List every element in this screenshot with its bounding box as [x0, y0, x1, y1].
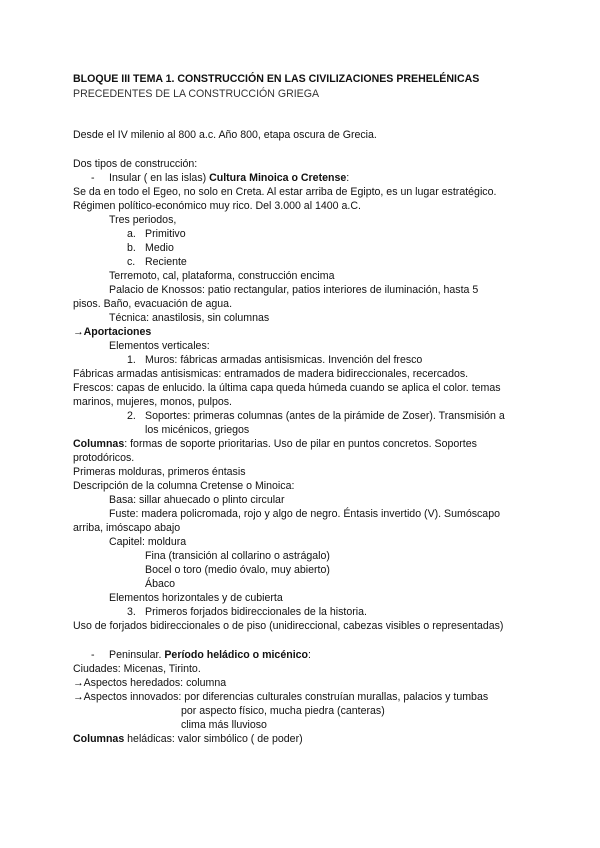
molduras-line: Primeras molduras, primeros éntasis — [73, 466, 246, 478]
peninsular-bullet: - — [91, 649, 95, 661]
insular-line-2: Régimen político-económico muy rico. Del 3.000 al 1400 a.C. — [73, 200, 361, 212]
muros-item: Muros: fábricas armadas antisismicas. Invención del fresco — [145, 354, 423, 366]
insular-suffix: : — [346, 172, 350, 184]
list-marker: 2. — [127, 410, 136, 422]
period-marker: a. — [127, 228, 136, 240]
frescos-line-2: marinos, mujeres, monos, pulpos. — [73, 396, 232, 408]
columnas-line-2: protodóricos. — [73, 452, 135, 464]
intro-text: Desde el IV milenio al 800 a.c. Año 800, etapa oscura de Grecia. — [73, 129, 377, 141]
document-subtitle: PRECEDENTES DE LA CONSTRUCCIÓN GRIEGA — [73, 88, 320, 100]
columnas-label: Columnas — [73, 438, 125, 450]
descripcion-line: Descripción de la columna Cretense o Minoica: — [73, 480, 295, 492]
aportaciones-heading: →Aportaciones — [73, 326, 152, 338]
palace-line-2: pisos. Baño, evacuación de agua. — [73, 298, 233, 310]
basa-line: Basa: sillar ahuecado o plinto circular — [109, 494, 285, 506]
types-intro: Dos tipos de construcción: — [73, 158, 198, 170]
columnas-text: : formas de soporte prioritarias. Uso de pilar en puntos concretos. Soportes — [124, 438, 477, 450]
peninsular-heading: Período heládico o micénico — [164, 649, 308, 661]
innovados-line-1: →Aspectos innovados: por diferencias culturales construían murallas, palacios y tumbas — [73, 691, 489, 703]
technique-line: Técnica: anastilosis, sin columnas — [109, 312, 270, 324]
period-marker: b. — [127, 242, 136, 254]
vertical-elements: Elementos verticales: — [109, 340, 210, 352]
list-marker: 3. — [127, 606, 136, 618]
soportes-item-2: los micénicos, griegos — [145, 424, 250, 436]
earthquake-line: Terremoto, cal, plataforma, construcción encima — [109, 270, 335, 282]
peninsular-heading-line — [109, 648, 311, 662]
capitel-line: Capitel: moldura — [109, 536, 187, 548]
fabricas-line: Fábricas armadas antisismicas: entramados de madera bidireccionales, recercados. — [73, 368, 469, 380]
columnas-heladicas-line — [73, 732, 303, 746]
columnas-heladicas-text: heládicas: valor simbólico ( de poder) — [124, 733, 303, 745]
peninsular-prefix: Peninsular. — [109, 649, 165, 661]
capitel-item: Fina (transición al collarino o astrágalo) — [145, 550, 330, 562]
period-item: Reciente — [145, 256, 187, 268]
period-marker: c. — [127, 256, 136, 268]
insular-bullet: - — [91, 172, 95, 184]
frescos-line-1: Frescos: capas de enlucido. la última capa queda húmeda cuando se aplica el color. temas — [73, 382, 501, 394]
insular-heading-line — [109, 171, 349, 185]
forjados-line: Uso de forjados bidireccionales o de piso (unidireccional, cabezas visibles o representadas) — [73, 620, 504, 632]
heredados-line: →Aspectos heredados: columna — [73, 677, 227, 689]
forjados-item: Primeros forjados bidireccionales de la historia. — [145, 606, 367, 618]
document-title: BLOQUE III TEMA 1. CONSTRUCCIÓN EN LAS CIVILIZACIONES PREHELÉNICAS — [73, 73, 480, 85]
innovados-line-2: por aspecto físico, mucha piedra (canteras) — [181, 705, 385, 717]
insular-line-1: Se da en todo el Egeo, no solo en Creta. Al estar arriba de Egipto, es un lugar estratégico. — [73, 186, 497, 198]
innovados-line-3: clima más lluvioso — [181, 719, 267, 731]
fuste-line-1: Fuste: madera policromada, rojo y algo de negro. Éntasis invertido (V). Sumóscapo — [109, 508, 500, 520]
ciudades-line: Ciudades: Micenas, Tirinto. — [73, 663, 201, 675]
columnas-heladicas-label: Columnas — [73, 733, 125, 745]
horizontal-elements: Elementos horizontales y de cubierta — [109, 592, 283, 604]
insular-prefix: Insular ( en las islas) — [109, 172, 210, 184]
period-item: Primitivo — [145, 228, 186, 240]
list-marker: 1. — [127, 354, 136, 366]
peninsular-suffix: : — [308, 649, 311, 661]
capitel-item: Ábaco — [145, 578, 176, 590]
capitel-item: Bocel o toro (medio óvalo, muy abierto) — [145, 564, 330, 576]
periods-label: Tres periodos, — [109, 214, 177, 226]
palace-line-1: Palacio de Knossos: patio rectangular, patios interiores de iluminación, hasta 5 — [109, 284, 479, 296]
columnas-line-1 — [73, 437, 477, 451]
period-item: Medio — [145, 242, 174, 254]
insular-heading: Cultura Minoica o Cretense — [209, 172, 347, 184]
soportes-item-1: Soportes: primeras columnas (antes de la pirámide de Zoser). Transmisión a — [145, 410, 505, 422]
fuste-line-2: arriba, imóscapo abajo — [73, 522, 181, 534]
